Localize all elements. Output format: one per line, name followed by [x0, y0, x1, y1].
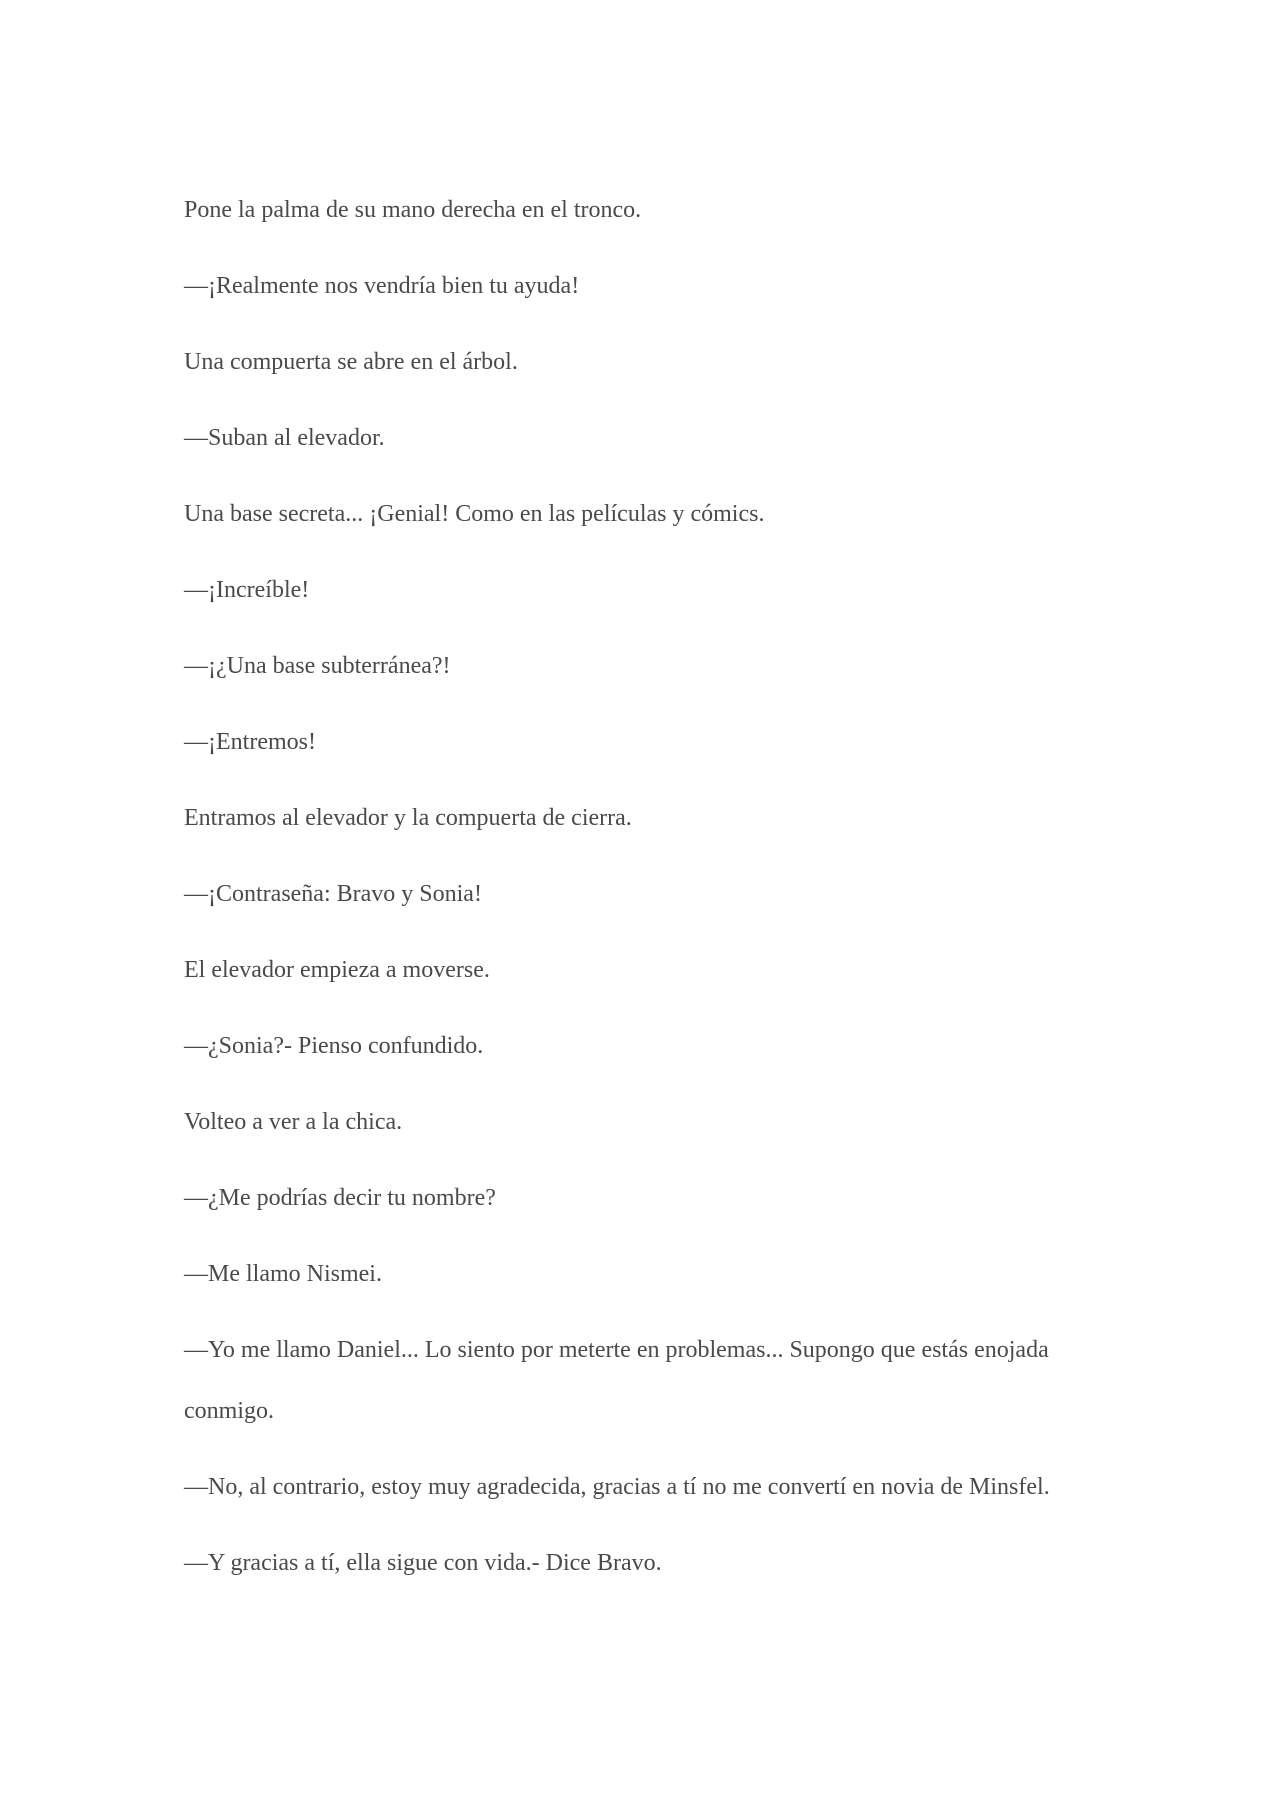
- paragraph: —Yo me llamo Daniel... Lo siento por meterte en problemas... Supongo que estás enojada conmigo.: [184, 1337, 1049, 1424]
- paragraph: —Suban al elevador.: [184, 425, 385, 451]
- paragraph: —¡¿Una base subterránea?!: [184, 653, 451, 679]
- paragraph: —¿Me podrías decir tu nombre?: [184, 1185, 496, 1211]
- paragraph: Una base secreta... ¡Genial! Como en las películas y cómics.: [184, 501, 765, 527]
- paragraph: —¡Increíble!: [184, 577, 310, 603]
- paragraph: —No, al contrario, estoy muy agradecida, gracias a tí no me convertí en novia de Minsfel.: [184, 1474, 1050, 1500]
- paragraph: Volteo a ver a la chica.: [184, 1109, 403, 1135]
- paragraph: —¡Contraseña: Bravo y Sonia!: [184, 881, 482, 907]
- paragraph: —Me llamo Nismei.: [184, 1261, 382, 1287]
- paragraph: —Y gracias a tí, ella sigue con vida.- Dice Bravo.: [184, 1550, 662, 1576]
- paragraph: El elevador empieza a moverse.: [184, 957, 490, 983]
- paragraph: —¿Sonia?- Pienso confundido.: [184, 1033, 484, 1059]
- paragraph: Una compuerta se abre en el árbol.: [184, 349, 518, 375]
- paragraph: —¡Entremos!: [184, 729, 316, 755]
- paragraph: —¡Realmente nos vendría bien tu ayuda!: [184, 273, 580, 299]
- paragraph: Pone la palma de su mano derecha en el tronco.: [184, 197, 642, 223]
- document-body: [184, 180, 1064, 1609]
- paragraph: Entramos al elevador y la compuerta de cierra.: [184, 805, 632, 831]
